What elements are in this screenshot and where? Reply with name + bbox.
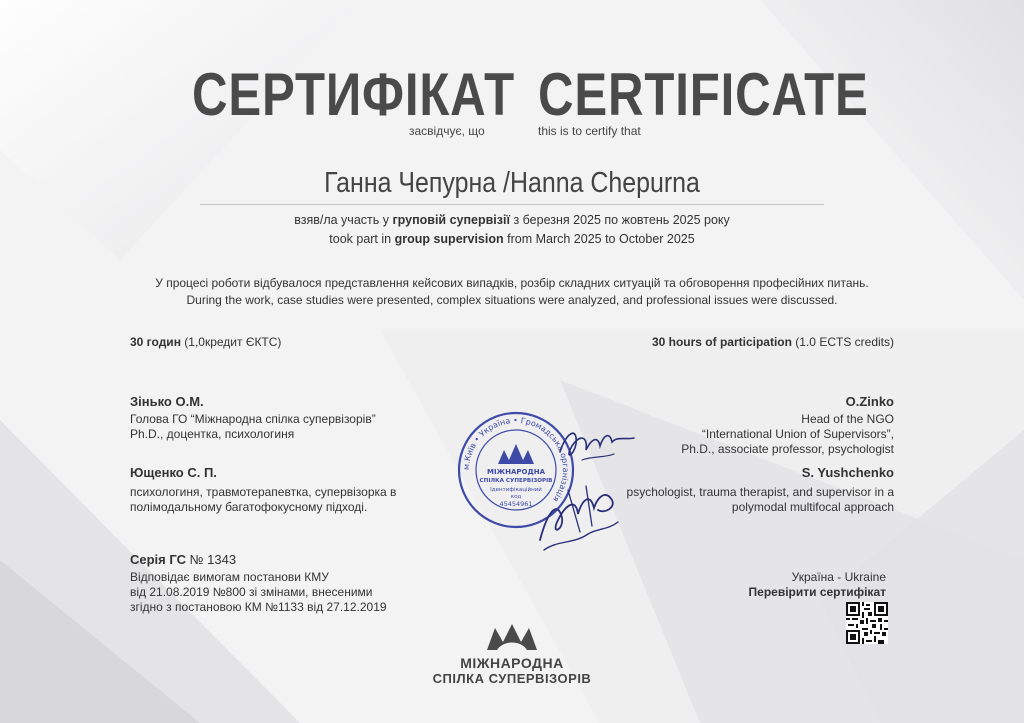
signatory-1-uk-name: Зінько О.М. xyxy=(130,394,204,409)
signature-yushchenko xyxy=(528,470,628,560)
series-line-3: згідно з постановою КМ №1133 від 27.12.2019 xyxy=(130,600,387,614)
signatory-1-en-degree: Ph.D., associate professor, psychologist xyxy=(681,442,894,456)
participation-uk xyxy=(0,213,1024,227)
logo-emblem-icon xyxy=(477,622,547,652)
hours-uk-rest: (1,0кредит ЄКТС) xyxy=(180,335,282,349)
participation-uk-bold: груповій супервізії xyxy=(392,213,510,227)
series-label: Серія ГС xyxy=(130,552,186,567)
qr-code[interactable] xyxy=(846,602,888,644)
signatory-2-en-name: S. Yushchenko xyxy=(801,465,894,480)
seal-line-4: код xyxy=(510,494,522,500)
participation-uk-post: з березня 2025 по жовтень 2025 року xyxy=(509,213,730,227)
hours-en-rest: (1.0 ECTS credits) xyxy=(791,335,894,349)
series-line-1: Відповідає вимогам постанови КМУ xyxy=(130,570,329,584)
signatory-2-uk-name: Ющенко С. П. xyxy=(130,465,217,480)
title-en: CERTIFICATE xyxy=(538,61,869,128)
participation-en xyxy=(0,232,1024,246)
participation-en-pre: took part in xyxy=(329,232,395,246)
series-block xyxy=(130,552,450,615)
participation-en-post: from March 2025 to October 2025 xyxy=(503,232,695,246)
hours-en-bold: 30 hours of participation xyxy=(651,335,792,349)
description-en: During the work, case studies were presented, complex situations were analyzed, and professional issues were discussed. xyxy=(186,293,838,307)
name-underline xyxy=(200,204,824,205)
signatory-2-en-line2: polymodal multifocal approach xyxy=(731,500,894,514)
signatory-1-en-role: Head of the NGO xyxy=(801,412,894,426)
verify-certificate-link[interactable]: Перевірити сертифікат xyxy=(748,585,886,599)
signatory-2-uk-line1: психологиня, травмотерапевтка, супервізорка в xyxy=(130,485,397,499)
seal-line-1: МІЖНАРОДНА xyxy=(486,468,546,476)
logo-line-1: МІЖНАРОДНА xyxy=(460,655,564,671)
recipient-name: Ганна Чепурна /Hanna Chepurna xyxy=(324,167,700,199)
participation-en-bold: group supervision xyxy=(394,232,504,246)
signatory-1-en-name: O.Zinko xyxy=(845,394,894,409)
seal-ring-text: м.Київ • Україна • Громадська організація xyxy=(461,415,571,504)
subtitle-en: this is to certify that xyxy=(538,124,641,138)
signatory-2-en-line1: psychologist, trauma therapist, and supervisor in a xyxy=(626,485,894,499)
series-number-line xyxy=(130,552,450,567)
organization-logo xyxy=(412,622,612,686)
title-uk: СЕРТИФІКАТ xyxy=(192,61,515,128)
signatory-2-uk-line2: полімодальному багатофокусному підході. xyxy=(130,500,368,514)
signatory-1-en-org: “International Union of Supervisors”, xyxy=(701,427,894,441)
seal-line-2: СПІЛКА СУПЕРВІЗОРІВ xyxy=(479,478,553,484)
participation-uk-pre: взяв/ла участь у xyxy=(294,213,393,227)
seal-line-3: Ідентифікаційний xyxy=(490,487,542,493)
series-number: № 1343 xyxy=(185,552,237,567)
signature-zinko xyxy=(552,416,642,476)
hours-uk-bold: 30 годин xyxy=(130,335,181,349)
signatory-1-uk-role: Голова ГО “Міжнародна спілка супервізорів” xyxy=(130,412,376,426)
signatory-2-uk xyxy=(130,465,450,515)
country-label: Україна - Ukraine xyxy=(791,570,886,584)
hours-en xyxy=(560,335,894,350)
signatory-1-uk-degree: Ph.D., доцентка, психологиня xyxy=(130,427,295,441)
seal-line-5: 45454961 xyxy=(499,500,533,508)
series-line-2: від 21.08.2019 №800 зі змінами, внесеними xyxy=(130,585,373,599)
seal-emblem xyxy=(498,444,534,464)
description-uk: У процесі роботи відбувалося представлення кейсових випадків, розбір складних ситуацій та обговорення професійних питань. xyxy=(155,276,869,290)
logo-line-2: СПІЛКА СУПЕРВІЗОРІВ xyxy=(432,671,592,686)
subtitle-uk: засвідчує, що xyxy=(409,124,485,138)
hours-uk xyxy=(130,335,281,350)
signatory-1-uk xyxy=(130,394,450,442)
